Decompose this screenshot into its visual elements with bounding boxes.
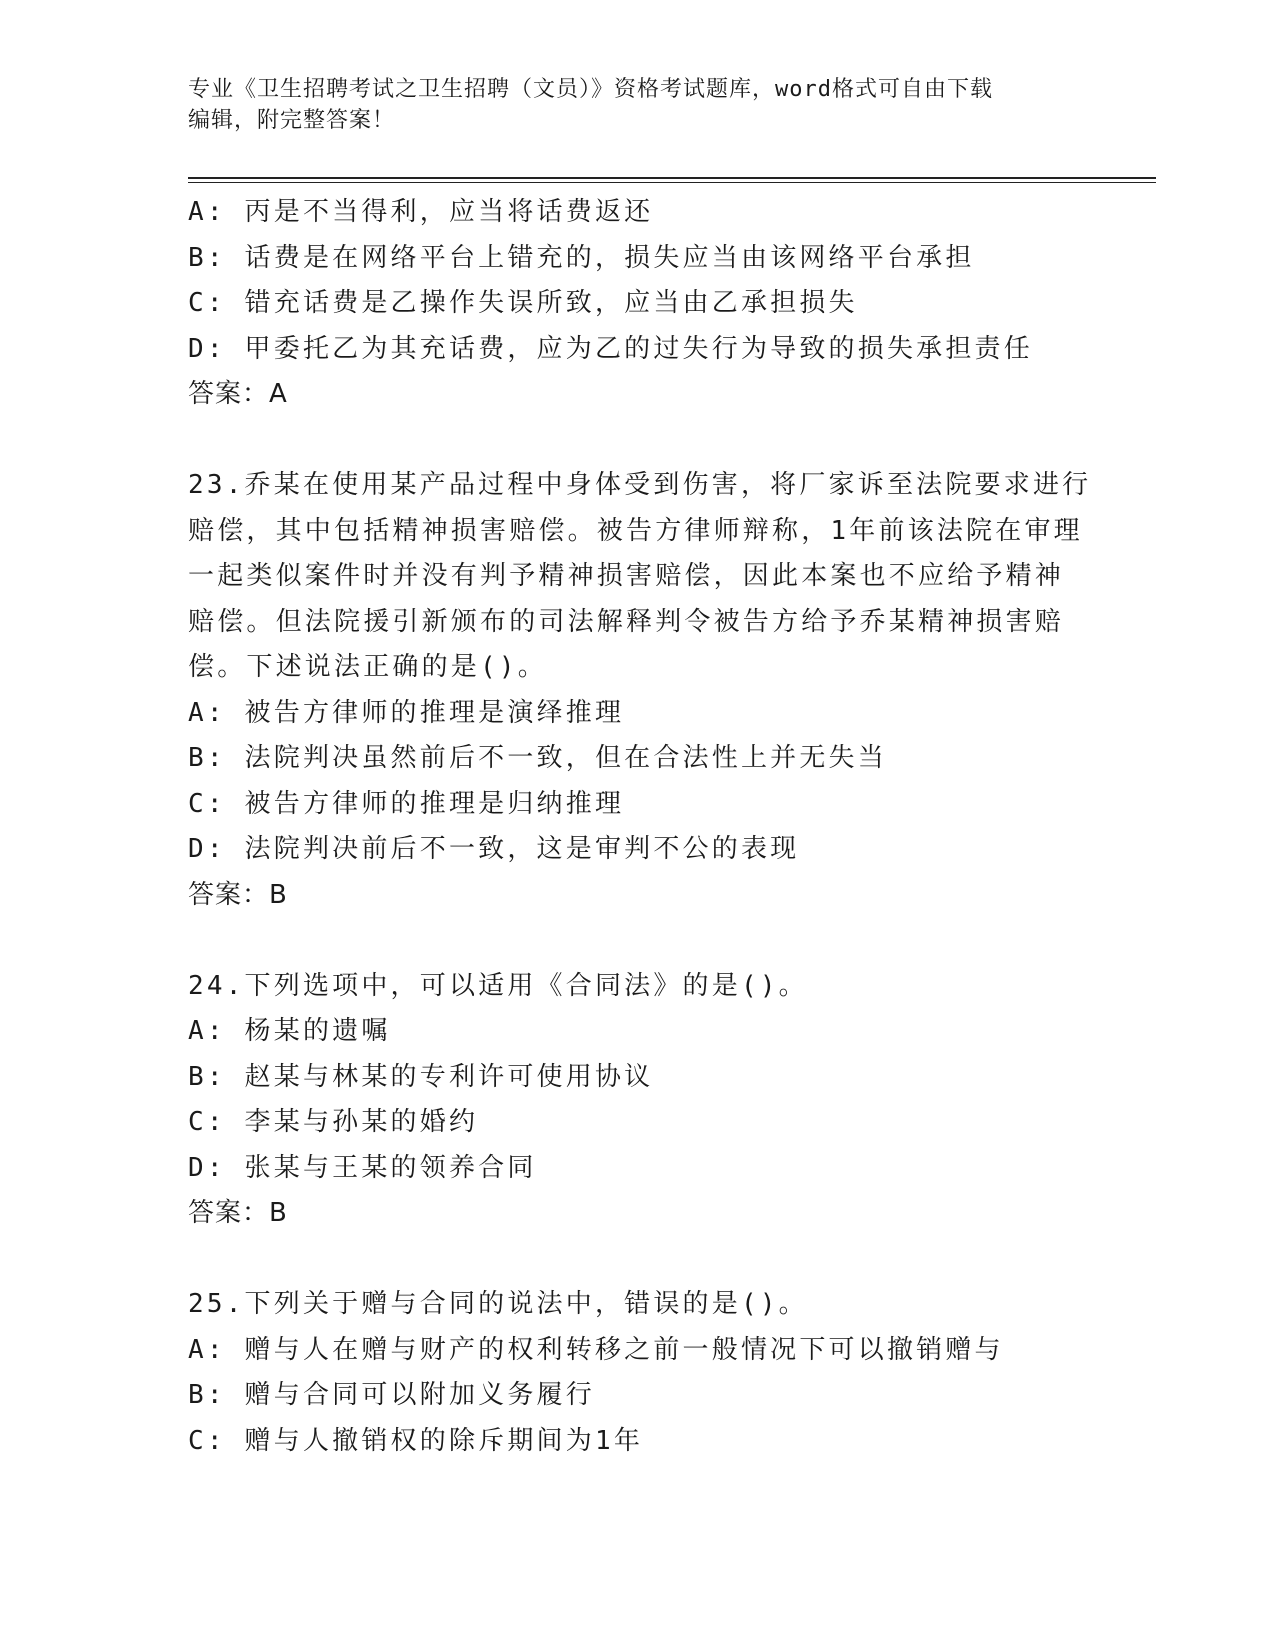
header-line-1: 专业《卫生招聘考试之卫生招聘（文员）》资格考试题库，word格式可自由下载 (188, 77, 993, 102)
question-23 (188, 463, 1092, 918)
option-d: D: 张某与王某的领养合同 (188, 1152, 537, 1183)
option-c: C: 赠与人撤销权的除斥期间为1年 (188, 1425, 644, 1456)
question-stem-line: 偿。下述说法正确的是()。 (188, 652, 547, 682)
option-b: B: 赠与合同可以附加义务履行 (188, 1380, 595, 1410)
question-25 (188, 1282, 1088, 1464)
option-a: A: 赠与人在赠与财产的权利转移之前一般情况下可以撤销赠与 (188, 1334, 1004, 1365)
answer-line: 答案：B (188, 879, 288, 910)
option-a: A: 杨某的遗嘱 (188, 1016, 391, 1046)
question-stem: 25.下列关于赠与合同的说法中，错误的是()。 (188, 1289, 808, 1319)
option-c: C: 李某与孙某的婚约 (188, 1107, 479, 1137)
answer-line: 答案：A (188, 379, 288, 409)
option-d: D: 法院判决前后不一致，这是审判不公的表现 (188, 834, 800, 864)
answer-line: 答案：B (188, 1198, 288, 1228)
question-stem: 24.下列选项中，可以适用《合同法》的是()。 (188, 970, 808, 1001)
option-b: B: 法院判决虽然前后不一致，但在合法性上并无失当 (188, 743, 887, 773)
question-stem-line: 一起类似案件时并没有判予精神损害赔偿，因此本案也不应给予精神 (188, 561, 1065, 591)
option-a: A: 被告方律师的推理是演绎推理 (188, 697, 625, 728)
question-stem-line: 赔偿。但法院援引新颁布的司法解释判令被告方给予乔某精神损害赔 (188, 606, 1065, 637)
document-header (188, 74, 1088, 136)
question-22 (188, 190, 1088, 418)
header-divider (188, 177, 1156, 179)
option-c: C: 被告方律师的推理是归纳推理 (188, 788, 625, 819)
question-24 (188, 964, 1088, 1237)
spacer (188, 418, 1088, 464)
question-stem-line: 23.乔某在使用某产品过程中身体受到伤害，将厂家诉至法院要求进行 (188, 470, 1092, 500)
question-stem-line: 赔偿，其中包括精神损害赔偿。被告方律师辩称，1年前该法院在审理 (188, 515, 1083, 546)
option-a: A: 丙是不当得利，应当将话费返还 (188, 197, 654, 227)
option-b: B: 赵某与林某的专利许可使用协议 (188, 1061, 654, 1092)
spacer (188, 1237, 1088, 1283)
question-content (188, 190, 1092, 1464)
spacer (188, 918, 1088, 964)
option-d: D: 甲委托乙为其充话费，应为乙的过失行为导致的损失承担责任 (188, 333, 1033, 364)
option-b: B: 话费是在网络平台上错充的，损失应当由该网络平台承担 (188, 242, 975, 273)
option-c: C: 错充话费是乙操作失误所致，应当由乙承担损失 (188, 288, 858, 318)
header-line-2: 编辑，附完整答案！ (188, 108, 396, 133)
header-divider-thin (188, 182, 1156, 183)
